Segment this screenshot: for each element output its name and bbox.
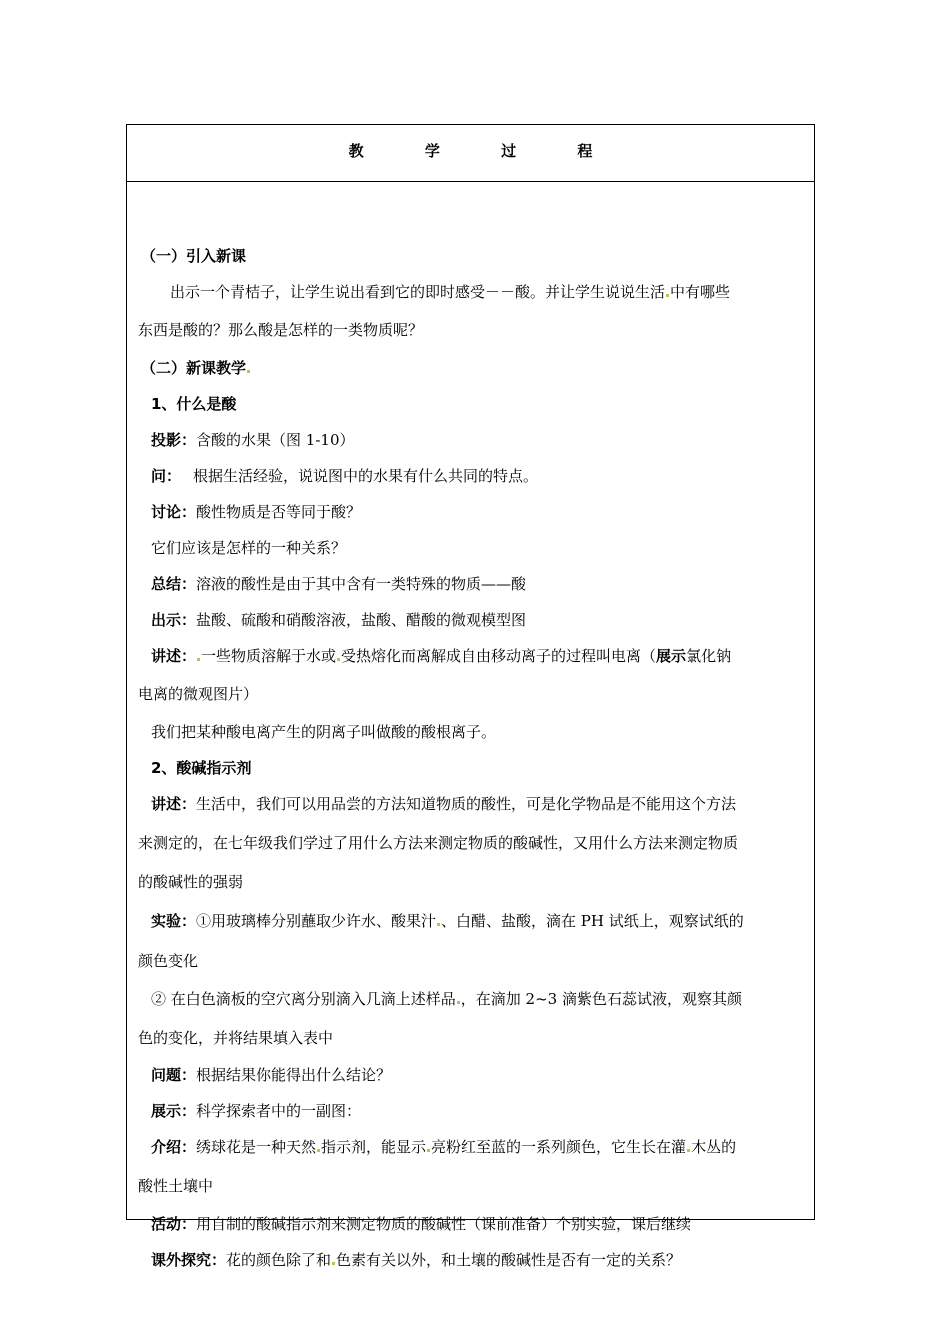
experiment-line-3: ② 在白色滴板的空穴离分别滴入几滴上述样品 ，在滴加 2~3 滴紫色石蕊试液，观察其颜 (151, 990, 742, 1008)
projection-line: 投影：含酸的水果（图 1-10） (151, 431, 355, 449)
experiment-line-4: 色的变化，并将结果填入表中 (138, 1029, 334, 1047)
mark-dot (457, 1001, 460, 1004)
display-line: 展示：科学探索者中的一副图： (151, 1102, 362, 1120)
introduce-line-2: 酸性土壤中 (138, 1177, 214, 1195)
experiment-line-1: 实验：①用玻璃棒分别蘸取少许水、酸果汁 、白醋、盐酸，滴在 PH 试纸上，观察试纸的 (151, 912, 744, 930)
question-line: 问： 根据生活经验，说说图中的水果有什么共同的特点。 (151, 467, 539, 485)
mark-dot (247, 370, 250, 373)
lecture-line-2: 电离的微观图片） (138, 685, 259, 703)
lecture2-line-1: 讲述：生活中，我们可以用品尝的方法知道物质的酸性，可是化学物品是不能用这个方法 (151, 795, 737, 813)
summary-line: 总结：溶液的酸性是由于其中含有一类特殊的物质——酸 (151, 575, 527, 593)
experiment-line-2: 颜色变化 (138, 952, 199, 970)
subheading-indicator: 2、酸碱指示剂 (151, 759, 252, 777)
introduce-line: 介绍：绣球花是一种天然 指示剂，能显示 亮粉红至蓝的一系列颜色，它生长在灌 木丛的 (151, 1138, 737, 1156)
intro-paragraph-line-1: 出示一个青桔子，让学生说出看到它的即时感受－－酸。并让学生说说生活 中有哪些 (170, 283, 731, 301)
problem-line: 问题：根据结果你能得出什么结论？ (151, 1066, 392, 1084)
discussion-line: 讨论：酸性物质是否等同于酸？ (151, 503, 362, 521)
lecture2-line-2: 来测定的，在七年级我们学过了用什么方法来测定物质的酸碱性，又用什么方法来测定物质 (138, 834, 739, 852)
new-lesson-heading: （二）新课教学 (141, 358, 830, 378)
page-title: 教 学 过 程 (348, 142, 621, 160)
intro-paragraph-line-2: 东西是酸的？那么酸是怎样的一类物质呢？ (138, 321, 424, 339)
table-header (127, 125, 814, 182)
mark-dot (427, 1149, 430, 1152)
activity-line: 活动：用自制的酸碱指示剂来测定物质的酸碱性（课前准备）个别实验，课后继续 (151, 1215, 692, 1233)
discussion-line-2: 它们应该是怎样的一种关系？ (151, 539, 347, 557)
lecture-line: 讲述： 一些物质溶解于水或 受热熔化而离解成自由移动离子的过程叫电离（展示氯化钠 (151, 647, 732, 665)
mark-dot (337, 658, 340, 661)
mark-dot (687, 1149, 690, 1152)
mark-dot (437, 923, 440, 926)
mark-dot (666, 294, 669, 297)
mark-dot (332, 1262, 335, 1265)
intro-heading: （一）引入新课 (141, 247, 247, 265)
lesson-table (126, 124, 815, 1269)
mark-dot (317, 1149, 320, 1152)
anion-line: 我们把某种酸电离产生的阴离子叫做酸的酸根离子。 (151, 723, 497, 741)
lecture2-line-3: 的酸碱性的强弱 (138, 873, 244, 891)
subheading-what-is-acid: 1、什么是酸 (151, 395, 237, 413)
extracurricular-line: 课外探究：花的颜色除了和 色素有关以外，和土壤的酸碱性是否有一定的关系？ (151, 1251, 682, 1269)
show-line: 出示：盐酸、硫酸和硝酸溶液，盐酸、醋酸的微观模型图 (151, 611, 527, 629)
mark-dot (197, 658, 200, 661)
